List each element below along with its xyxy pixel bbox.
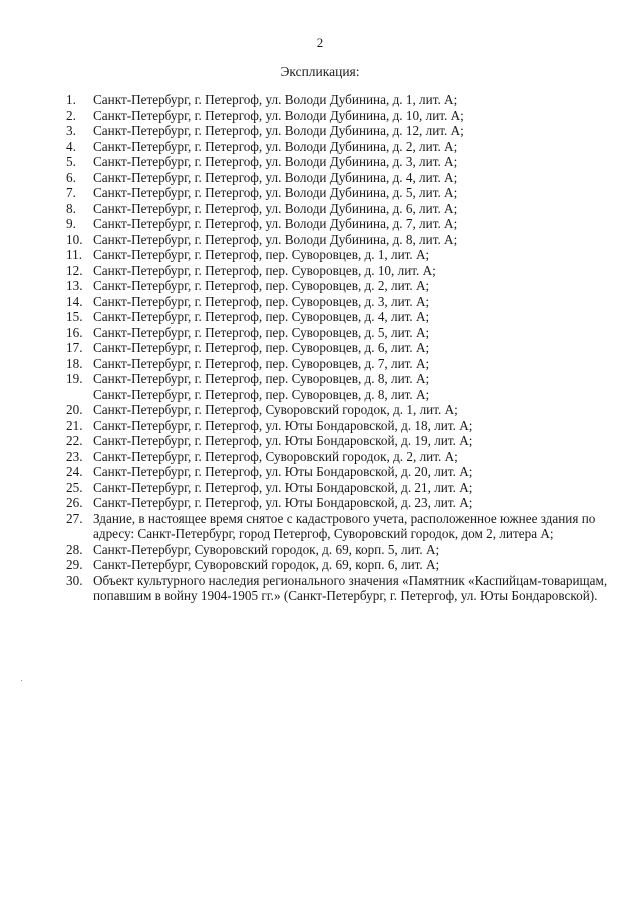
item-text-line: Санкт-Петербург, г. Петергоф, ул. Юты Бондаровской, д. 20, лит. А; — [93, 464, 473, 479]
item-number: 1. — [66, 92, 76, 107]
explication-list — [66, 92, 626, 604]
item-text-line: Санкт-Петербург, г. Петергоф, Суворовский городок, д. 2, лит. А; — [93, 448, 458, 464]
list-item — [66, 201, 626, 217]
list-item — [66, 325, 626, 341]
heading: Экспликация: — [280, 64, 360, 79]
list-item — [66, 371, 626, 402]
item-number: 12. — [66, 262, 83, 278]
item-text-line: Санкт-Петербург, г. Петергоф, ул. Володи Дубинина, д. 1, лит. А; — [93, 92, 458, 107]
item-number: 22. — [66, 433, 83, 448]
item-text-line: Санкт-Петербург, г. Петергоф, пер. Суворовцев, д. 3, лит. А; — [93, 293, 430, 309]
list-item — [66, 139, 626, 155]
item-number: 5. — [66, 154, 76, 169]
item-text-line: Санкт-Петербург, г. Петергоф, пер. Суворовцев, д. 5, лит. А; — [93, 324, 430, 340]
list-item — [66, 542, 626, 558]
item-number: 19. — [66, 371, 83, 386]
item-number: 13. — [66, 278, 83, 293]
list-item — [66, 232, 626, 248]
list-item — [66, 108, 626, 124]
item-text-line: Санкт-Петербург, г. Петергоф, пер. Суворовцев, д. 10, лит. А; — [93, 262, 436, 278]
item-text-line: Санкт-Петербург, г. Петергоф, ул. Юты Бондаровской, д. 18, лит. А; — [93, 417, 473, 433]
item-number: 14. — [66, 293, 83, 309]
list-item — [66, 309, 626, 325]
item-text-line: адресу: Санкт-Петербург, город Петергоф, Суворовский городок, дом 2, литера А; — [93, 526, 554, 541]
scan-speck — [21, 680, 22, 681]
item-number: 20. — [66, 402, 83, 417]
list-item — [66, 185, 626, 201]
list-item — [66, 92, 626, 108]
item-text-line: Санкт-Петербург, г. Петергоф, пер. Суворовцев, д. 8, лит. А; — [93, 386, 430, 402]
item-number: 26. — [66, 495, 83, 510]
item-number: 29. — [66, 557, 83, 572]
item-number: 4. — [66, 138, 76, 154]
item-number: 21. — [66, 417, 83, 433]
item-text-line: Санкт-Петербург, г. Петергоф, ул. Юты Бондаровской, д. 19, лит. А; — [93, 433, 473, 448]
item-text-line: Санкт-Петербург, г. Петергоф, ул. Володи Дубинина, д. 6, лит. А; — [93, 200, 458, 216]
item-text-line: Санкт-Петербург, г. Петергоф, ул. Володи Дубинина, д. 10, лит. А; — [93, 107, 464, 123]
item-text-line: Санкт-Петербург, Суворовский городок, д. 69, корп. 5, лит. А; — [93, 541, 440, 557]
item-text-line: Санкт-Петербург, г. Петергоф, ул. Юты Бондаровской, д. 21, лит. А; — [93, 479, 473, 495]
item-text-line: Санкт-Петербург, г. Петергоф, пер. Суворовцев, д. 2, лит. А; — [93, 278, 430, 293]
item-number: 10. — [66, 231, 83, 247]
list-item — [66, 480, 626, 496]
list-item — [66, 557, 626, 573]
item-number: 23. — [66, 448, 83, 464]
list-item — [66, 263, 626, 279]
list-item — [66, 495, 626, 511]
item-number: 15. — [66, 309, 83, 324]
list-item — [66, 356, 626, 372]
item-number: 3. — [66, 123, 76, 138]
item-number: 18. — [66, 355, 83, 371]
item-text-line: Санкт-Петербург, г. Петергоф, ул. Володи Дубинина, д. 3, лит. А; — [93, 154, 458, 169]
item-text-line: Санкт-Петербург, г. Петергоф, ул. Володи Дубинина, д. 12, лит. А; — [93, 123, 464, 138]
page-number: 2 — [316, 35, 324, 50]
list-item — [66, 294, 626, 310]
list-item — [66, 247, 626, 263]
item-number: 25. — [66, 479, 83, 495]
list-item — [66, 511, 626, 542]
item-text-line: Санкт-Петербург, г. Петергоф, ул. Володи Дубинина, д. 4, лит. А; — [93, 169, 458, 185]
item-number: 8. — [66, 200, 76, 216]
item-number: 28. — [66, 541, 83, 557]
item-text-line: Здание, в настоящее время снятое с кадастрового учета, расположенное южнее здания по — [93, 510, 596, 526]
list-item — [66, 402, 626, 418]
item-text-line: Объект культурного наследия регионального значения «Памятник «Каспийцам-товарищам, — [93, 572, 608, 588]
item-number: 27. — [66, 510, 83, 526]
list-item — [66, 418, 626, 434]
list-item — [66, 170, 626, 186]
list-item — [66, 123, 626, 139]
list-item — [66, 449, 626, 465]
item-number: 11. — [66, 247, 82, 262]
item-number: 24. — [66, 464, 83, 479]
item-number: 7. — [66, 185, 76, 200]
item-text-line: Санкт-Петербург, г. Петергоф, пер. Суворовцев, д. 1, лит. А; — [93, 247, 430, 262]
list-item — [66, 278, 626, 294]
item-text-line: Санкт-Петербург, г. Петергоф, ул. Юты Бондаровской, д. 23, лит. А; — [93, 495, 473, 510]
list-item — [66, 433, 626, 449]
list-item — [66, 154, 626, 170]
list-item — [66, 464, 626, 480]
item-text-line: Санкт-Петербург, г. Петергоф, пер. Суворовцев, д. 4, лит. А; — [93, 309, 430, 324]
item-number: 6. — [66, 169, 76, 185]
list-item — [66, 573, 626, 604]
item-text-line: попавшим в войну 1904-1905 гг.» (Санкт-Петербург, г. Петергоф, ул. Юты Бондаровской). — [93, 588, 598, 603]
item-text-line: Санкт-Петербург, г. Петергоф, пер. Суворовцев, д. 8, лит. А; — [93, 371, 430, 386]
item-number: 9. — [66, 216, 76, 231]
item-text-line: Санкт-Петербург, г. Петергоф, ул. Володи Дубинина, д. 7, лит. А; — [93, 216, 458, 231]
item-text-line: Санкт-Петербург, г. Петергоф, Суворовский городок, д. 1, лит. А; — [93, 402, 458, 417]
item-text-line: Санкт-Петербург, Суворовский городок, д. 69, корп. 6, лит. А; — [93, 557, 440, 572]
item-text-line: Санкт-Петербург, г. Петергоф, пер. Суворовцев, д. 6, лит. А; — [93, 340, 430, 355]
list-item — [66, 340, 626, 356]
item-number: 2. — [66, 107, 76, 123]
list-item — [66, 216, 626, 232]
item-text-line: Санкт-Петербург, г. Петергоф, ул. Володи Дубинина, д. 8, лит. А; — [93, 231, 458, 247]
item-text-line: Санкт-Петербург, г. Петергоф, пер. Суворовцев, д. 7, лит. А; — [93, 355, 430, 371]
item-number: 16. — [66, 324, 83, 340]
item-number: 30. — [66, 572, 83, 588]
item-text-line: Санкт-Петербург, г. Петергоф, ул. Володи Дубинина, д. 5, лит. А; — [93, 185, 458, 200]
item-text-line: Санкт-Петербург, г. Петергоф, ул. Володи Дубинина, д. 2, лит. А; — [93, 138, 458, 154]
item-number: 17. — [66, 340, 83, 355]
